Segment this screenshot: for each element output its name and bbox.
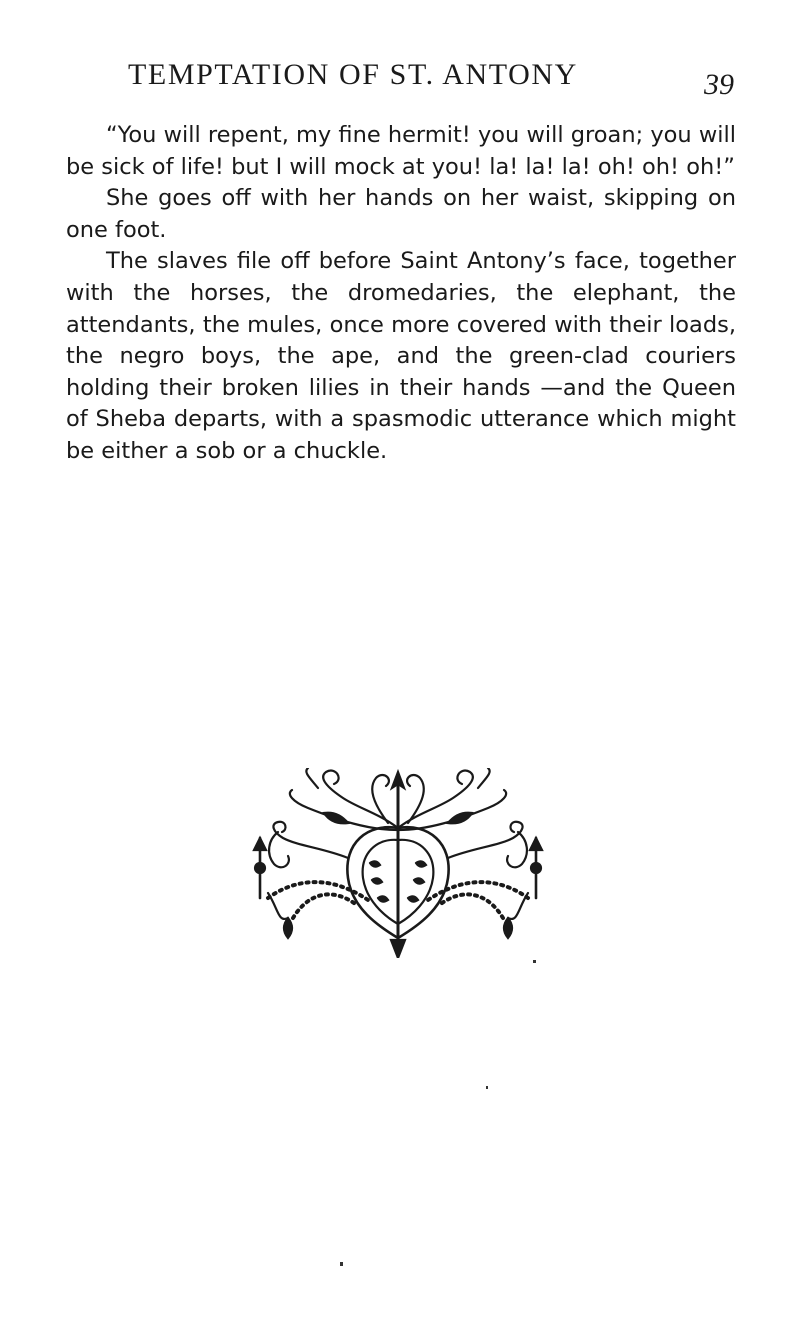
paragraph-procession: The slaves file off before Saint Antony’s face, together with the horses, the dromedaries, the elephant, the attendants, the mules, once more covered with their loads, the negro boys, the ape, and the green-clad couriers holding their broken lilies in their hands —and the Queen of Sheba departs, with a spasmodic utterance which might be either a sob or a chuckle.	[66, 248, 736, 464]
body-text	[66, 120, 736, 468]
running-head	[128, 58, 738, 101]
page-number: 39	[704, 68, 734, 101]
paragraph-queen-leaves: She goes off with her hands on her waist, skipping on one foot.	[66, 185, 736, 243]
paragraph-queen-speech: “You will repent, my fine hermit! you will groan; you will be sick of life! but I will mock at you! la! la! la! oh! oh! oh!”	[66, 122, 736, 180]
ink-speck	[533, 960, 536, 963]
ink-speck	[486, 1086, 488, 1089]
floral-tailpiece-ornament-icon	[248, 768, 548, 958]
running-title: TEMPTATION OF ST. ANTONY	[128, 58, 578, 91]
ink-speck	[340, 1262, 343, 1266]
